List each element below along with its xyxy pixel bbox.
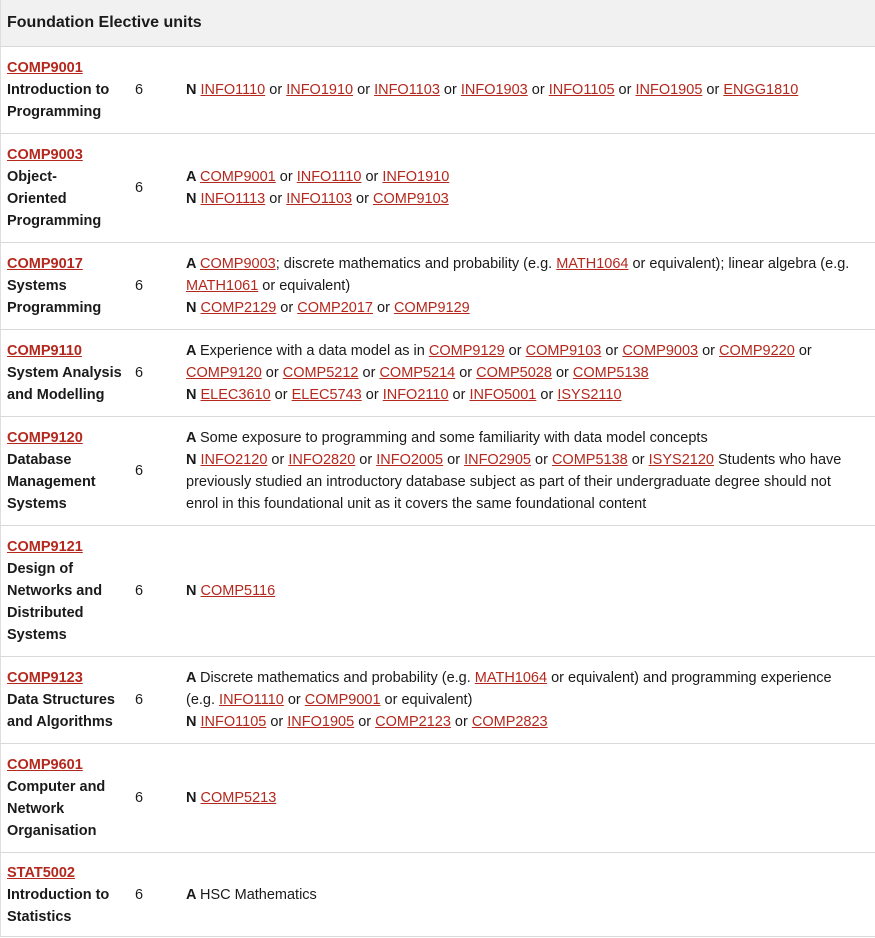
requirement-key: N <box>186 387 201 403</box>
unit-link[interactable]: ISYS2120 <box>648 452 714 468</box>
prohibitions: N INFO1110 or INFO1910 or INFO1103 or INFO1903 or INFO1105 or INFO1905 or ENGG1810 <box>186 82 799 98</box>
unit-link[interactable]: COMP5213 <box>200 790 277 806</box>
unit-link[interactable]: INFO1910 <box>286 82 354 98</box>
unit-link[interactable]: INFO1910 <box>382 169 450 185</box>
unit-cell <box>1 862 129 928</box>
requirement-key: A <box>186 343 200 359</box>
unit-link[interactable]: INFO2005 <box>376 452 444 468</box>
unit-link[interactable]: MATH1061 <box>186 278 259 294</box>
prohibitions: N COMP2129 or COMP2017 or COMP9129 <box>186 300 470 316</box>
unit-name: System Analysis and Modelling <box>7 365 122 403</box>
credit-points: 6 <box>135 790 144 806</box>
unit-cell <box>1 427 129 515</box>
unit-code-link[interactable]: COMP9001 <box>7 60 83 76</box>
unit-link[interactable]: COMP9129 <box>393 300 470 316</box>
unit-name: Database Management Systems <box>7 452 96 512</box>
requirement-key: N <box>186 300 201 316</box>
unit-link[interactable]: COMP9001 <box>304 692 381 708</box>
unit-cell <box>1 57 129 123</box>
unit-link[interactable]: COMP2823 <box>471 714 548 730</box>
unit-link[interactable]: COMP9129 <box>428 343 505 359</box>
unit-link[interactable]: MATH1064 <box>556 256 629 272</box>
unit-link[interactable]: INFO2110 <box>382 387 449 403</box>
unit-link[interactable]: COMP9220 <box>719 343 795 359</box>
assumed-knowledge: A Experience with a data model as in COMP9129 or COMP9103 or COMP9003 or COMP9220 or COMP9120 or COMP5212 or COMP5214 or COMP5028 or COMP5138 <box>186 343 812 381</box>
unit-link[interactable]: INFO1113 <box>200 191 266 207</box>
unit-link[interactable]: COMP9003 <box>622 343 699 359</box>
table-row <box>1 417 875 526</box>
credit-points: 6 <box>135 278 144 294</box>
unit-link[interactable]: COMP5116 <box>200 583 276 599</box>
unit-name: Introduction to Programming <box>7 82 110 120</box>
unit-link[interactable]: INFO2820 <box>288 452 356 468</box>
assumed-knowledge: A COMP9003; discrete mathematics and probability (e.g. MATH1064 or equivalent); linear algebra (e.g. MATH1061 or equivalent) <box>186 256 850 294</box>
prohibitions: N INFO1105 or INFO1905 or COMP2123 or COMP2823 <box>186 714 548 730</box>
unit-link[interactable]: INFO1110 <box>200 82 266 98</box>
unit-link[interactable]: COMP5212 <box>282 365 359 381</box>
unit-cell <box>1 536 129 646</box>
unit-cell <box>1 754 129 842</box>
prohibitions: N ELEC3610 or ELEC5743 or INFO2110 or INFO5001 or ISYS2110 <box>186 387 622 403</box>
unit-link[interactable]: COMP2123 <box>375 714 451 730</box>
unit-link[interactable]: INFO5001 <box>469 387 537 403</box>
requirements-cell <box>186 340 875 406</box>
unit-link[interactable]: INFO1105 <box>548 82 615 98</box>
unit-link[interactable]: INFO1110 <box>219 692 284 708</box>
table-row <box>1 853 875 937</box>
credit-points: 6 <box>135 82 144 98</box>
unit-link[interactable]: ISYS2110 <box>557 387 622 403</box>
requirements-cell <box>186 884 875 906</box>
unit-name: Computer and Network Organisation <box>7 779 106 839</box>
unit-code-link[interactable]: COMP9003 <box>7 147 83 163</box>
table-row <box>1 657 875 744</box>
unit-link[interactable]: INFO2905 <box>464 452 531 468</box>
unit-link[interactable]: COMP9103 <box>372 191 449 207</box>
requirements-cell <box>186 79 875 101</box>
requirement-key: N <box>186 714 201 730</box>
requirement-key: A <box>186 430 200 446</box>
prohibitions <box>186 580 863 602</box>
requirement-key: A <box>186 670 200 686</box>
credit-points: 6 <box>135 463 144 479</box>
table-row <box>1 134 875 243</box>
unit-code-link[interactable]: COMP9120 <box>7 430 83 446</box>
unit-name: Data Structures and Algorithms <box>7 692 115 730</box>
unit-link[interactable]: INFO1110 <box>296 169 362 185</box>
unit-code-link[interactable]: COMP9601 <box>7 757 83 773</box>
unit-link[interactable]: INFO1103 <box>374 82 440 98</box>
unit-link[interactable]: INFO1905 <box>635 82 703 98</box>
table-title: Foundation Elective units <box>1 0 875 47</box>
credit-points: 6 <box>135 180 144 196</box>
unit-code-link[interactable]: COMP9017 <box>7 256 83 272</box>
requirements-cell <box>186 427 875 515</box>
requirement-key: N <box>186 452 201 468</box>
unit-code-link[interactable]: COMP9110 <box>7 343 82 359</box>
unit-link[interactable]: INFO1905 <box>287 714 355 730</box>
unit-link[interactable]: MATH1064 <box>474 670 548 686</box>
requirements-cell <box>186 166 875 210</box>
unit-link[interactable]: ELEC3610 <box>200 387 271 403</box>
unit-cell <box>1 253 129 319</box>
unit-link[interactable]: COMP2129 <box>200 300 277 316</box>
assumed-knowledge: A HSC Mathematics <box>186 886 317 903</box>
table-row <box>1 243 875 330</box>
requirement-key: N <box>186 583 201 599</box>
unit-link[interactable]: INFO2120 <box>200 452 268 468</box>
unit-link[interactable]: INFO1105 <box>200 714 267 730</box>
unit-name: Systems Programming <box>7 278 102 316</box>
unit-cell <box>1 144 129 232</box>
unit-link[interactable]: INFO1103 <box>286 191 353 207</box>
table-row <box>1 47 875 134</box>
table-body <box>1 47 875 937</box>
unit-link[interactable]: COMP9120 <box>186 365 262 381</box>
unit-link[interactable]: COMP2017 <box>297 300 373 316</box>
unit-link[interactable]: INFO1903 <box>460 82 528 98</box>
requirement-key: N <box>186 790 201 806</box>
unit-link[interactable]: COMP5138 <box>551 452 628 468</box>
credit-points: 6 <box>135 692 144 708</box>
prohibitions: N INFO1113 or INFO1103 or COMP9103 <box>186 191 449 207</box>
table-row <box>1 330 875 417</box>
table-row <box>1 526 875 657</box>
unit-link[interactable]: COMP9001 <box>199 169 276 185</box>
unit-cell <box>1 667 129 733</box>
assumed-knowledge: A Some exposure to programming and some familiarity with data model concepts <box>186 430 708 446</box>
unit-name: Design of Networks and Distributed Systems <box>7 561 103 643</box>
prohibitions <box>186 787 863 809</box>
unit-link[interactable]: ENGG1810 <box>723 82 799 98</box>
requirements-cell <box>186 253 875 319</box>
requirement-key: A <box>186 169 200 185</box>
requirement-key: N <box>186 191 201 207</box>
requirements-cell <box>186 667 875 733</box>
unit-link[interactable]: COMP5028 <box>476 365 552 381</box>
unit-link[interactable]: COMP9103 <box>525 343 602 359</box>
unit-link[interactable]: COMP5214 <box>379 365 456 381</box>
unit-code-link[interactable]: COMP9123 <box>7 670 83 686</box>
prohibitions: N INFO2120 or INFO2820 or INFO2005 or INFO2905 or COMP5138 or ISYS2120 Students who have previously studied an introductory database subject as part of their undergraduate degree should not enrol in this foundational unit as it covers the same foundational content <box>186 452 842 512</box>
unit-link[interactable]: ELEC5743 <box>291 387 362 403</box>
table-row <box>1 744 875 853</box>
assumed-knowledge: A Discrete mathematics and probability (e.g. MATH1064 or equivalent) and programming experience (e.g. INFO1110 or COMP9001 or equivalent) <box>186 670 832 708</box>
assumed-knowledge: A COMP9001 or INFO1110 or INFO1910 <box>186 169 450 185</box>
credit-points: 6 <box>135 365 144 381</box>
requirements-cell <box>186 580 875 602</box>
requirement-key: N <box>186 82 201 98</box>
unit-link[interactable]: COMP9003 <box>199 256 276 272</box>
unit-name: Object- Oriented Programming <box>7 169 102 229</box>
unit-cell <box>1 340 129 406</box>
requirements-cell <box>186 787 875 809</box>
requirement-key: A <box>186 886 200 903</box>
unit-name: Introduction to Statistics <box>7 886 110 925</box>
credit-points: 6 <box>135 886 144 903</box>
requirement-key: A <box>186 256 200 272</box>
unit-code-link[interactable]: STAT5002 <box>7 864 75 881</box>
credit-points: 6 <box>135 583 144 599</box>
unit-link[interactable]: COMP5138 <box>572 365 649 381</box>
unit-code-link[interactable]: COMP9121 <box>7 539 83 555</box>
